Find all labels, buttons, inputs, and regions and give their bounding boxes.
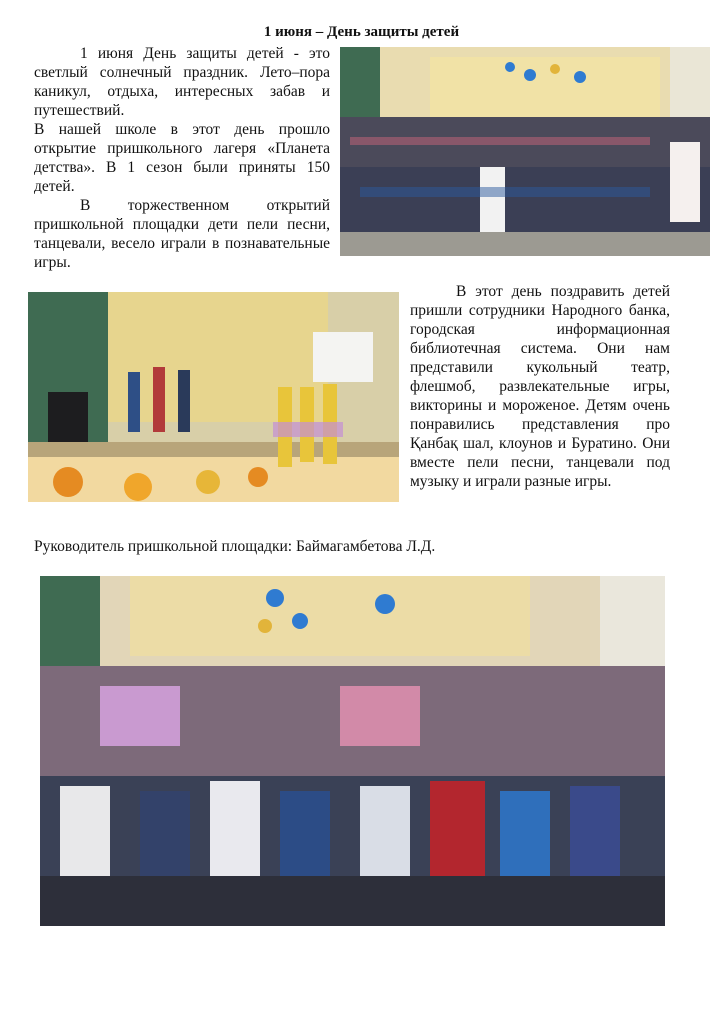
intro-text-block [34, 44, 330, 272]
intro-paragraph: В нашей школе в этот день прошло открытие пришкольного лагеря «Планета детства». В 1 сезон были приняты 150 детей. [34, 121, 330, 195]
page-title: 1 июня – День защиты детей [263, 24, 460, 40]
intro-paragraph: В торжественном открытий пришкольной площадки дети пели песни, танцевали, весело играли в познавательные игры. [34, 197, 330, 271]
large-group-photo [40, 576, 665, 926]
intro-paragraph: 1 июня День защиты детей - это светлый солнечный праздник. Лето–пора каникул, отдыха, интересных забав и путешествий. [34, 45, 330, 119]
stage-performance-photo [28, 292, 399, 502]
signature-line: Руководитель пришкольной площадки: Баймагамбетова Л.Д. [34, 538, 436, 555]
second-paragraph: В этот день поздравить детей пришли сотрудники Народного банка, городская информационная библиотечная система. Они нам представили кукольный театр, флешмоб, развлекательные игры, викторины и мороженое. Детям очень понравились представления про Қанбақ шал, клоунов и Буратино. Они вместе пели песни, танцевали под музыку и играли разные игры. [410, 283, 670, 490]
second-text-block [410, 282, 670, 491]
group-photo-hall [340, 47, 710, 256]
